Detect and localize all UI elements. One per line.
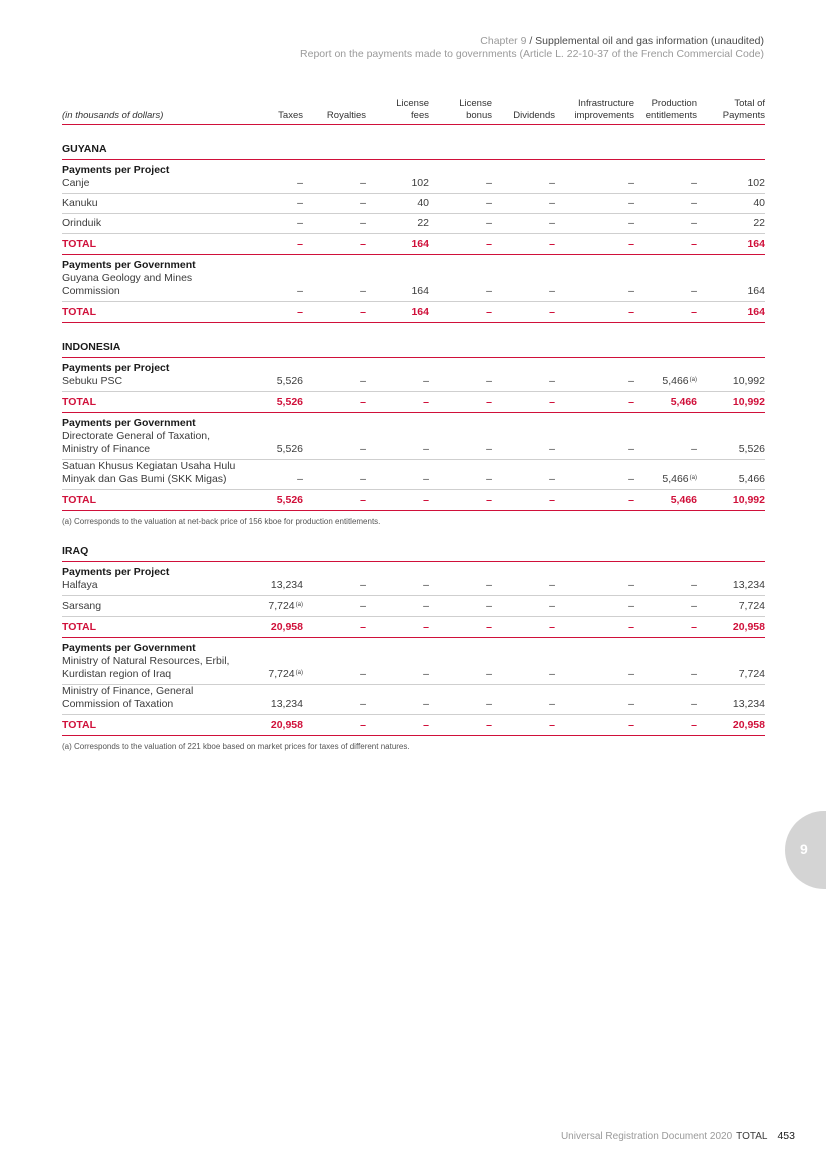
country-heading bbox=[62, 143, 765, 160]
value-cell: – bbox=[492, 194, 555, 214]
value-cell: – bbox=[303, 392, 366, 413]
row-label: TOTAL bbox=[62, 238, 97, 250]
column-header: Royalties bbox=[303, 98, 366, 125]
row-label-cell bbox=[62, 685, 262, 715]
row-label-cell bbox=[62, 617, 262, 638]
subsection-label: Payments per Project bbox=[62, 164, 170, 176]
value-cell: – bbox=[303, 685, 366, 715]
value-cell: 22 bbox=[366, 214, 429, 234]
unit-header: (in thousands of dollars) bbox=[62, 98, 262, 125]
value-cell: 5,466 bbox=[634, 490, 697, 511]
row-label-cell bbox=[62, 596, 262, 617]
table-row bbox=[62, 562, 765, 596]
value-cell: – bbox=[303, 617, 366, 638]
footnote bbox=[62, 511, 765, 528]
row-label-cell bbox=[62, 194, 262, 214]
table-row bbox=[62, 194, 765, 214]
table-row bbox=[62, 255, 765, 302]
row-label: Guyana Geology and Mines Commission bbox=[62, 272, 193, 297]
value-cell: – bbox=[634, 160, 697, 194]
value-cell: – bbox=[262, 302, 303, 323]
value-cell: 13,234 bbox=[697, 685, 765, 715]
value-cell: 164 bbox=[697, 255, 765, 302]
country-heading bbox=[62, 341, 765, 358]
row-label-cell bbox=[62, 638, 262, 685]
value-cell: – bbox=[492, 562, 555, 596]
row-label: Halfaya bbox=[62, 579, 98, 591]
value-cell: 13,234 bbox=[697, 562, 765, 596]
total-row bbox=[62, 392, 765, 413]
value-cell: 20,958 bbox=[262, 617, 303, 638]
subsection-label: Payments per Project bbox=[62, 566, 170, 578]
column-header: Production entitlements bbox=[634, 98, 697, 125]
page-footer bbox=[561, 1130, 795, 1142]
footnote-mark: (a) bbox=[295, 670, 303, 676]
value-cell: – bbox=[303, 460, 366, 490]
value-cell: – bbox=[634, 194, 697, 214]
value-cell: 7,724$^{(a)}$ bbox=[262, 638, 303, 685]
row-label-cell bbox=[62, 413, 262, 460]
row-label: TOTAL bbox=[62, 494, 97, 506]
value-cell: – bbox=[366, 596, 429, 617]
value-cell: 20,958 bbox=[697, 617, 765, 638]
value-cell: – bbox=[262, 460, 303, 490]
footnote-mark: (a) bbox=[295, 602, 303, 608]
footnote-mark: (a) bbox=[689, 475, 697, 481]
value-cell: – bbox=[366, 715, 429, 736]
value-cell: – bbox=[429, 255, 492, 302]
table-row bbox=[62, 596, 765, 617]
page-number: 453 bbox=[777, 1130, 795, 1142]
row-label: TOTAL bbox=[62, 719, 97, 731]
value-cell: – bbox=[492, 638, 555, 685]
row-label-cell bbox=[62, 562, 262, 596]
table-body bbox=[62, 125, 765, 753]
chapter-title: / Supplemental oil and gas information (unaudited) bbox=[529, 35, 764, 47]
value-cell: – bbox=[555, 214, 634, 234]
value-cell: – bbox=[429, 638, 492, 685]
row-label: TOTAL bbox=[62, 396, 97, 408]
value-cell: – bbox=[634, 617, 697, 638]
value-cell: – bbox=[492, 617, 555, 638]
value-cell: – bbox=[303, 234, 366, 255]
table-row bbox=[62, 160, 765, 194]
row-label-cell bbox=[62, 214, 262, 234]
value-cell: – bbox=[429, 160, 492, 194]
value-cell: – bbox=[429, 392, 492, 413]
row-label-cell bbox=[62, 358, 262, 392]
value-cell: – bbox=[429, 234, 492, 255]
value-cell: – bbox=[555, 392, 634, 413]
row-label: TOTAL bbox=[62, 621, 97, 633]
value-cell: – bbox=[303, 302, 366, 323]
country-name: GUYANA bbox=[62, 143, 765, 160]
footnote-mark: (a) bbox=[689, 377, 697, 383]
value-cell: – bbox=[429, 358, 492, 392]
table-row bbox=[62, 460, 765, 490]
value-cell: – bbox=[366, 638, 429, 685]
value-cell: 102 bbox=[366, 160, 429, 194]
value-cell: – bbox=[366, 617, 429, 638]
value-cell: 10,992 bbox=[697, 490, 765, 511]
value-cell: – bbox=[492, 160, 555, 194]
value-cell: – bbox=[555, 255, 634, 302]
value-cell: – bbox=[429, 413, 492, 460]
value-cell: – bbox=[366, 358, 429, 392]
value-cell: 10,992 bbox=[697, 392, 765, 413]
value-cell: 164 bbox=[697, 302, 765, 323]
value-cell: – bbox=[262, 214, 303, 234]
value-cell: – bbox=[262, 255, 303, 302]
value-cell: – bbox=[303, 413, 366, 460]
total-row bbox=[62, 302, 765, 323]
value-cell: – bbox=[492, 460, 555, 490]
column-header: License fees bbox=[366, 98, 429, 125]
row-label-cell bbox=[62, 234, 262, 255]
row-label: Kanuku bbox=[62, 197, 98, 209]
subsection-label: Payments per Government bbox=[62, 417, 196, 429]
row-label-cell bbox=[62, 255, 262, 302]
page-header bbox=[300, 35, 764, 61]
chapter-tab-number: 9 bbox=[800, 841, 808, 857]
value-cell: – bbox=[429, 460, 492, 490]
row-label: Ministry of Natural Resources, Erbil, Kurdistan region of Iraq bbox=[62, 655, 230, 680]
table-header-row bbox=[62, 98, 765, 125]
value-cell: 5,526 bbox=[262, 392, 303, 413]
value-cell: – bbox=[492, 490, 555, 511]
row-label: Orinduik bbox=[62, 217, 102, 229]
table-row bbox=[62, 413, 765, 460]
total-row bbox=[62, 490, 765, 511]
value-cell: – bbox=[634, 638, 697, 685]
column-header: Dividends bbox=[492, 98, 555, 125]
value-cell: – bbox=[555, 562, 634, 596]
value-cell: – bbox=[303, 490, 366, 511]
value-cell: – bbox=[262, 160, 303, 194]
subsection-label: Payments per Project bbox=[62, 362, 170, 374]
value-cell: – bbox=[634, 596, 697, 617]
value-cell: – bbox=[492, 302, 555, 323]
value-cell: – bbox=[366, 392, 429, 413]
value-cell: – bbox=[303, 562, 366, 596]
value-cell: 40 bbox=[366, 194, 429, 214]
value-cell: – bbox=[429, 685, 492, 715]
value-cell: – bbox=[492, 392, 555, 413]
value-cell: – bbox=[634, 685, 697, 715]
payments-table bbox=[62, 98, 765, 752]
value-cell: 5,466$^{(a)}$ bbox=[634, 358, 697, 392]
value-cell: – bbox=[366, 562, 429, 596]
value-cell: – bbox=[634, 413, 697, 460]
value-cell: 164 bbox=[366, 255, 429, 302]
chapter-label: Chapter 9 bbox=[480, 35, 527, 47]
value-cell: – bbox=[366, 460, 429, 490]
footnote-text: (a) Corresponds to the valuation at net-back price of 156 kboe for production entitlements. bbox=[62, 517, 381, 526]
value-cell: – bbox=[555, 302, 634, 323]
row-label: Sarsang bbox=[62, 600, 102, 612]
country-heading bbox=[62, 545, 765, 562]
value-cell: 20,958 bbox=[262, 715, 303, 736]
chapter-tab[interactable] bbox=[785, 811, 826, 889]
value-cell: – bbox=[303, 160, 366, 194]
footnote-text: (a) Corresponds to the valuation of 221 kboe based on market prices for taxes of different natures. bbox=[62, 742, 410, 751]
value-cell: 5,526 bbox=[697, 413, 765, 460]
value-cell: – bbox=[634, 234, 697, 255]
value-cell: – bbox=[262, 234, 303, 255]
value-cell: 5,466 bbox=[634, 392, 697, 413]
footer-brand: TOTAL bbox=[736, 1131, 768, 1142]
value-cell: – bbox=[555, 490, 634, 511]
value-cell: – bbox=[555, 715, 634, 736]
subsection-label: Payments per Government bbox=[62, 259, 196, 271]
value-cell: – bbox=[492, 413, 555, 460]
value-cell: 7,724 bbox=[697, 638, 765, 685]
value-cell: – bbox=[429, 562, 492, 596]
value-cell: – bbox=[492, 234, 555, 255]
value-cell: 13,234 bbox=[262, 685, 303, 715]
value-cell: – bbox=[429, 490, 492, 511]
table-row bbox=[62, 358, 765, 392]
value-cell: – bbox=[366, 413, 429, 460]
row-label: Satuan Khusus Kegiatan Usaha Hulu Minyak dan Gas Bumi (SKK Migas) bbox=[62, 460, 236, 485]
value-cell: – bbox=[303, 214, 366, 234]
footer-doc-title: Universal Registration Document 2020 bbox=[560, 1131, 733, 1142]
value-cell: – bbox=[303, 194, 366, 214]
value-cell: 10,992 bbox=[697, 358, 765, 392]
value-cell: – bbox=[634, 562, 697, 596]
value-cell: – bbox=[555, 358, 634, 392]
table-row bbox=[62, 685, 765, 715]
table-row bbox=[62, 638, 765, 685]
value-cell: – bbox=[555, 194, 634, 214]
column-header: Taxes bbox=[262, 98, 303, 125]
footnote bbox=[62, 736, 765, 753]
value-cell: – bbox=[303, 596, 366, 617]
value-cell: 164 bbox=[366, 234, 429, 255]
value-cell: – bbox=[492, 596, 555, 617]
value-cell: – bbox=[492, 255, 555, 302]
country-name: IRAQ bbox=[62, 545, 765, 562]
value-cell: – bbox=[429, 617, 492, 638]
value-cell: – bbox=[303, 358, 366, 392]
value-cell: 5,526 bbox=[262, 358, 303, 392]
row-label-cell bbox=[62, 490, 262, 511]
table-row bbox=[62, 214, 765, 234]
value-cell: 164 bbox=[697, 234, 765, 255]
value-cell: 7,724$^{(a)}$ bbox=[262, 596, 303, 617]
row-label: Ministry of Finance, General Commission of Taxation bbox=[62, 685, 194, 710]
column-header: License bonus bbox=[429, 98, 492, 125]
value-cell: 5,526 bbox=[262, 413, 303, 460]
row-label-cell bbox=[62, 392, 262, 413]
value-cell: – bbox=[303, 638, 366, 685]
country-name: INDONESIA bbox=[62, 341, 765, 358]
value-cell: – bbox=[555, 685, 634, 715]
column-header: Total of Payments bbox=[697, 98, 765, 125]
subsection-label: Payments per Government bbox=[62, 642, 196, 654]
row-label: TOTAL bbox=[62, 306, 97, 318]
value-cell: – bbox=[555, 413, 634, 460]
value-cell: 5,526 bbox=[262, 490, 303, 511]
value-cell: – bbox=[492, 358, 555, 392]
header-subtitle: Report on the payments made to governments (Article L. 22-10-37 of the French Commercial Code) bbox=[300, 48, 764, 60]
row-label-cell bbox=[62, 460, 262, 490]
value-cell: – bbox=[555, 234, 634, 255]
value-cell: – bbox=[555, 617, 634, 638]
value-cell: – bbox=[366, 490, 429, 511]
total-row bbox=[62, 617, 765, 638]
value-cell: – bbox=[303, 715, 366, 736]
value-cell: – bbox=[492, 715, 555, 736]
value-cell: 5,466 bbox=[697, 460, 765, 490]
value-cell: – bbox=[555, 596, 634, 617]
value-cell: – bbox=[429, 194, 492, 214]
value-cell: – bbox=[555, 160, 634, 194]
value-cell: 164 bbox=[366, 302, 429, 323]
value-cell: 20,958 bbox=[697, 715, 765, 736]
value-cell: 13,234 bbox=[262, 562, 303, 596]
value-cell: – bbox=[429, 214, 492, 234]
value-cell: 102 bbox=[697, 160, 765, 194]
value-cell: – bbox=[555, 638, 634, 685]
value-cell: – bbox=[634, 302, 697, 323]
total-row bbox=[62, 715, 765, 736]
value-cell: – bbox=[303, 255, 366, 302]
value-cell: – bbox=[366, 685, 429, 715]
value-cell: – bbox=[634, 715, 697, 736]
value-cell: 22 bbox=[697, 214, 765, 234]
value-cell: 7,724 bbox=[697, 596, 765, 617]
value-cell: – bbox=[634, 214, 697, 234]
row-label-cell bbox=[62, 715, 262, 736]
value-cell: – bbox=[429, 302, 492, 323]
column-header: Infrastructure improvements bbox=[555, 98, 634, 125]
row-label-cell bbox=[62, 302, 262, 323]
total-row bbox=[62, 234, 765, 255]
row-label-cell bbox=[62, 160, 262, 194]
value-cell: – bbox=[429, 596, 492, 617]
row-label: Canje bbox=[62, 177, 90, 189]
value-cell: – bbox=[492, 214, 555, 234]
row-label: Sebuku PSC bbox=[62, 375, 123, 387]
value-cell: 40 bbox=[697, 194, 765, 214]
value-cell: – bbox=[262, 194, 303, 214]
value-cell: 5,466$^{(a)}$ bbox=[634, 460, 697, 490]
row-label: Directorate General of Taxation, Ministry of Finance bbox=[62, 430, 211, 455]
value-cell: – bbox=[634, 255, 697, 302]
value-cell: – bbox=[492, 685, 555, 715]
value-cell: – bbox=[429, 715, 492, 736]
value-cell: – bbox=[555, 460, 634, 490]
